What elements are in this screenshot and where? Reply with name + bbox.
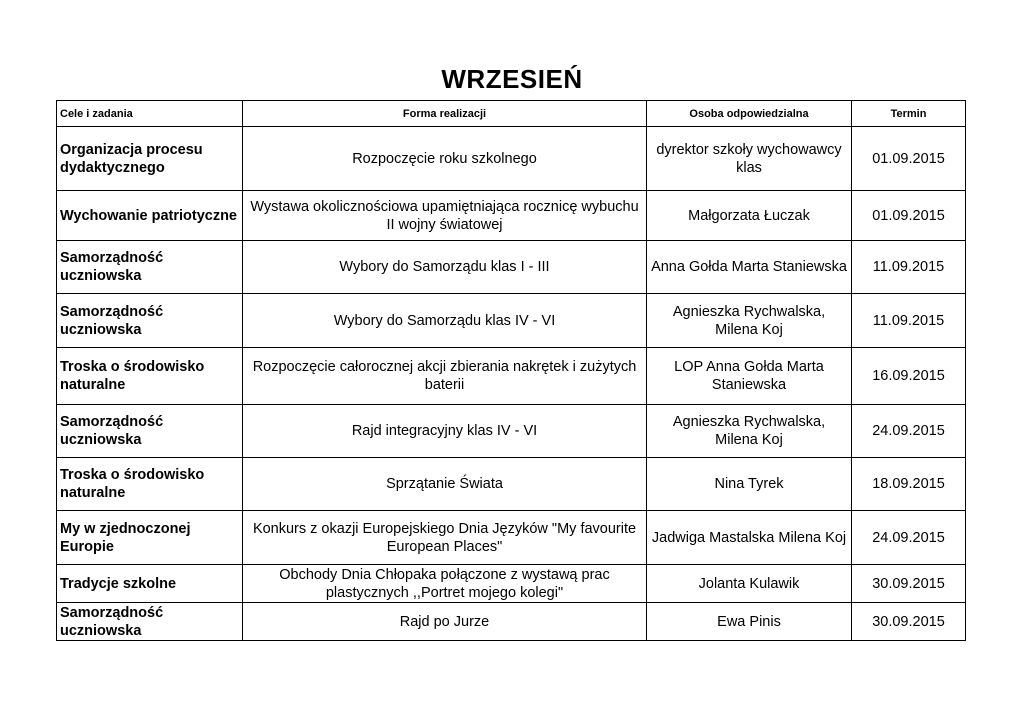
header-date: Termin xyxy=(852,101,966,127)
person-cell: Ewa Pinis xyxy=(647,603,852,641)
date-cell: 16.09.2015 xyxy=(852,348,966,405)
form-cell: Rajd integracyjny klas IV - VI xyxy=(243,405,647,458)
person-cell: dyrektor szkoły wychowawcy klas xyxy=(647,127,852,191)
goal-cell: Organizacja procesu dydaktycznego xyxy=(57,127,243,191)
header-person: Osoba odpowiedzialna xyxy=(647,101,852,127)
date-cell: 24.09.2015 xyxy=(852,511,966,565)
table-row xyxy=(57,603,966,641)
form-cell: Wybory do Samorządu klas IV - VI xyxy=(243,294,647,348)
form-cell: Konkurs z okazji Europejskiego Dnia Języków "My favourite European Places" xyxy=(243,511,647,565)
date-cell: 01.09.2015 xyxy=(852,191,966,241)
table-row xyxy=(57,511,966,565)
person-cell: Agnieszka Rychwalska, Milena Koj xyxy=(647,294,852,348)
table-row xyxy=(57,127,966,191)
form-cell: Rozpoczęcie roku szkolnego xyxy=(243,127,647,191)
form-cell: Wybory do Samorządu klas I - III xyxy=(243,241,647,294)
person-cell: Agnieszka Rychwalska, Milena Koj xyxy=(647,405,852,458)
person-cell: Małgorzata Łuczak xyxy=(647,191,852,241)
date-cell: 01.09.2015 xyxy=(852,127,966,191)
goal-cell: Tradycje szkolne xyxy=(57,565,243,603)
form-cell: Obchody Dnia Chłopaka połączone z wystawą prac plastycznych ,,Portret mojego kolegi" xyxy=(243,565,647,603)
goal-cell: Samorządność uczniowska xyxy=(57,241,243,294)
form-cell: Rajd po Jurze xyxy=(243,603,647,641)
date-cell: 24.09.2015 xyxy=(852,405,966,458)
table-row xyxy=(57,348,966,405)
date-cell: 11.09.2015 xyxy=(852,294,966,348)
table-row xyxy=(57,191,966,241)
person-cell: LOP Anna Gołda Marta Staniewska xyxy=(647,348,852,405)
header-row xyxy=(57,101,966,127)
form-cell: Sprzątanie Świata xyxy=(243,458,647,511)
date-cell: 18.09.2015 xyxy=(852,458,966,511)
goal-cell: Wychowanie patriotyczne xyxy=(57,191,243,241)
form-cell: Wystawa okolicznościowa upamiętniająca rocznicę wybuchu II wojny światowej xyxy=(243,191,647,241)
person-cell: Jadwiga Mastalska Milena Koj xyxy=(647,511,852,565)
form-cell: Rozpoczęcie całorocznej akcji zbierania nakrętek i zużytych baterii xyxy=(243,348,647,405)
person-cell: Anna Gołda Marta Staniewska xyxy=(647,241,852,294)
schedule-table xyxy=(56,100,966,641)
table-row xyxy=(57,405,966,458)
table-row xyxy=(57,458,966,511)
page-title: WRZESIEŃ xyxy=(441,64,583,94)
date-cell: 11.09.2015 xyxy=(852,241,966,294)
table-row xyxy=(57,241,966,294)
header-form: Forma realizacji xyxy=(243,101,647,127)
goal-cell: Samorządność uczniowska xyxy=(57,405,243,458)
goal-cell: My w zjednoczonej Europie xyxy=(57,511,243,565)
table-row xyxy=(57,565,966,603)
date-cell: 30.09.2015 xyxy=(852,565,966,603)
person-cell: Jolanta Kulawik xyxy=(647,565,852,603)
goal-cell: Samorządność uczniowska xyxy=(57,294,243,348)
goal-cell: Troska o środowisko naturalne xyxy=(57,348,243,405)
goal-cell: Troska o środowisko naturalne xyxy=(57,458,243,511)
goal-cell: Samorządność uczniowska xyxy=(57,603,243,641)
date-cell: 30.09.2015 xyxy=(852,603,966,641)
header-goal: Cele i zadania xyxy=(57,101,243,127)
person-cell: Nina Tyrek xyxy=(647,458,852,511)
table-row xyxy=(57,294,966,348)
